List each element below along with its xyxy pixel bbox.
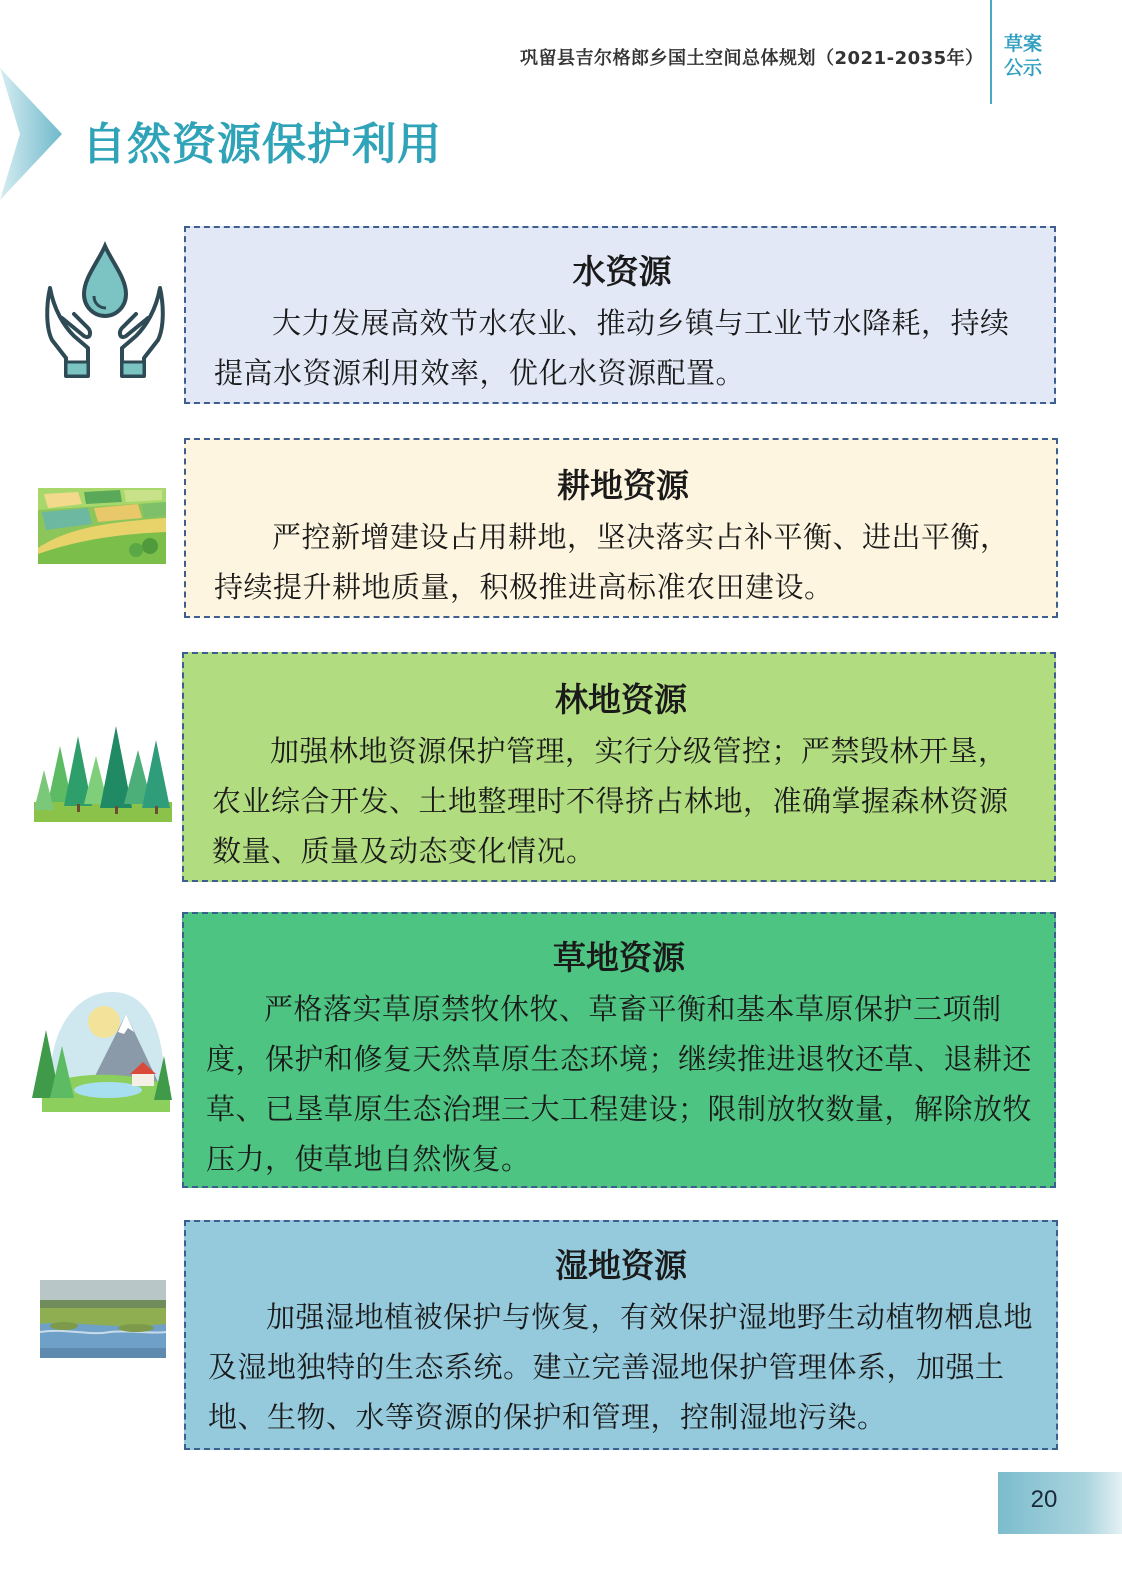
card-body: 严格落实草原禁牧休牧、草畜平衡和基本草原保护三项制度，保护和修复天然草原生态环境；继续推进退牧还草、退耕还草、已垦草原生态治理三大工程建设；限制放牧数量，解除放牧压力，使草地自然恢复。 (206, 992, 1033, 1176)
wetland-icon (40, 1280, 166, 1358)
water-hands-icon (40, 240, 170, 380)
wetland-resource-card (184, 1220, 1058, 1450)
draft-status-label: 草案 公示 (1004, 33, 1043, 79)
document-header-title: 巩留县吉尔格郎乡国土空间总体规划（2021-2035年） (520, 48, 984, 69)
forest-icon (34, 716, 172, 822)
card-body: 大力发展高效节水农业、推动乡镇与工业节水降耗，持续提高水资源利用效率，优化水资源配置。 (214, 306, 1010, 390)
grassland-icon (30, 986, 172, 1112)
water-resource-card (184, 226, 1056, 404)
chevron-right-icon (0, 68, 70, 200)
card-body: 加强林地资源保护管理，实行分级管控；严禁毁林开垦，农业综合开发、土地整理时不得挤占林地，准确掌握森林资源数量、质量及动态变化情况。 (212, 734, 1009, 868)
card-title: 水资源 (572, 252, 672, 291)
card-body: 加强湿地植被保护与恢复，有效保护湿地野生动植物栖息地及湿地独特的生态系统。建立完善湿地保护管理体系，加强土地、生物、水等资源的保护和管理，控制湿地污染。 (208, 1300, 1034, 1434)
forest-resource-card (182, 652, 1056, 882)
grassland-resource-card (182, 912, 1056, 1188)
card-title: 林地资源 (555, 680, 687, 719)
card-body: 严控新增建设占用耕地，坚决落实占补平衡、进出平衡，持续提升耕地质量，积极推进高标准农田建设。 (214, 520, 1010, 604)
farmland-resource-card (184, 438, 1058, 618)
farmland-icon (38, 488, 166, 564)
card-title: 湿地资源 (555, 1246, 687, 1285)
card-title: 耕地资源 (557, 466, 689, 505)
section-title: 自然资源保护利用 (82, 119, 442, 170)
page-number: 20 (1030, 1486, 1058, 1513)
header-divider (990, 0, 992, 104)
card-title: 草地资源 (553, 938, 685, 977)
